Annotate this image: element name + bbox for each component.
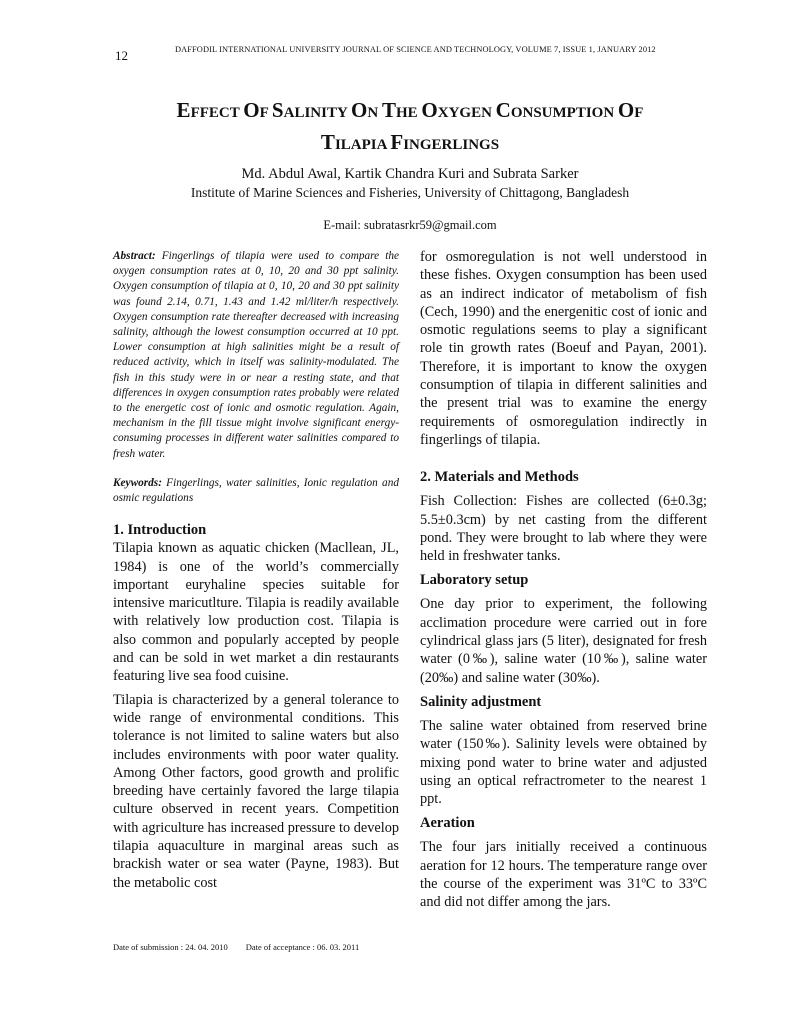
title-rest: INGERLINGS xyxy=(403,137,500,153)
abstract-label: Abstract: xyxy=(113,250,156,262)
right-column xyxy=(420,248,707,912)
aeration-heading: Aeration xyxy=(420,815,475,832)
laboratory-setup-heading: Laboratory setup xyxy=(420,572,529,589)
keywords xyxy=(113,476,399,506)
abstract-text: Fingerlings of tilapia were used to compare the oxygen consumption rates at 0, 10, 20 and 30 ppt salinity. Oxygen consumption of tilapia at 0, 10, 20 and 30 ppt salinity was found 2.14, 0.71, 1.43 and 1.42 ml/liter/h respectively. Oxygen consumption rate thereafter decreased with increasing salinity, although the lowest consumption occurred at 10 ppt. Lower consumption at high salinities might be a result of reduced activity, which in itself was salinity-modulated. The fish in this study were in or near a resting state, and that differences in oxygen consumption rates probably were related to the energetic cost of ionic and osmotic regulation. Again, mechanism in the fill tissue might involve significant energy-consuming processes in different water salinities compared to fresh water. xyxy=(113,250,399,460)
authors: Md. Abdul Awal, Kartik Chandra Kuri and Subrata Sarker xyxy=(241,166,579,182)
title-rest: F xyxy=(634,105,644,121)
title-rest: N xyxy=(367,105,382,121)
acceptance-date: Date of acceptance : 06. 03. 2011 xyxy=(245,942,360,952)
paper-title xyxy=(100,96,720,160)
title-cap: O xyxy=(421,98,438,122)
methods-heading: 2. Materials and Methods xyxy=(420,469,579,486)
journal-header: DAFFODIL INTERNATIONAL UNIVERSITY JOURNAL OF SCIENCE AND TECHNOLOGY, VOLUME 7, ISSUE 1, JANUARY 2012 xyxy=(175,45,656,54)
title-rest: XYGEN xyxy=(437,105,496,121)
title-cap: T xyxy=(381,98,396,122)
title-line-2 xyxy=(100,128,720,160)
title-cap: O xyxy=(351,98,368,122)
aeration-paragraph: The four jars initially received a continuous aeration for 12 hours. The temperature range over the course of the experiment was 31ºC to 33ºC and did not differ among the jars. xyxy=(420,839,707,911)
email: E-mail: subratasrkr59@gmail.com xyxy=(323,218,497,232)
title-cap: F xyxy=(390,130,404,154)
salinity-adjustment-heading: Salinity adjustment xyxy=(420,693,542,710)
page-number: 12 xyxy=(115,48,128,63)
laboratory-setup-paragraph: One day prior to experiment, the following acclimation procedure were carried out in fore cylindrical glass jars (5 liter), designated for fresh water (0‰), saline water (10‰), saline water (20‰) and saline water (30‰). xyxy=(420,596,707,686)
keywords-text: Fingerlings, water salinities, Ionic regulation and osmic regulations xyxy=(113,476,399,505)
footer-dates xyxy=(113,942,359,952)
title-rest: ALINITY xyxy=(283,105,351,121)
abstract xyxy=(113,249,399,462)
title-cap: S xyxy=(271,98,284,122)
left-column xyxy=(113,249,399,892)
title-cap: T xyxy=(320,130,335,154)
salinity-adjustment-paragraph: The saline water obtained from reserved brine water (150‰). Salinity levels were obtained by mixing pond water to brine water and adjusted using an optical refractrometer to the nearest 1 ppt. xyxy=(420,717,707,808)
title-rest: ILAPIA xyxy=(334,137,391,153)
title-line-1 xyxy=(100,96,720,128)
introduction-paragraph-1: Tilapia known as aquatic chicken (Macllean, JL, 1984) is one of the world’s commercially important euryhaline species suitable for intensive maricutlture. Tilapia is readily available with relatively low production cost. Tilapia is also common and popularly accepted by people and can be sold in wet market a din restaurants featuring live sea food cuisine. xyxy=(113,540,399,685)
title-cap: E xyxy=(176,98,191,122)
title-rest: ONSUMPTION xyxy=(510,105,618,121)
title-cap: C xyxy=(495,98,511,122)
affiliation: Institute of Marine Sciences and Fisheries, University of Chittagong, Bangladesh xyxy=(190,185,630,200)
submission-date: Date of submission : 24. 04. 2010 xyxy=(113,942,228,952)
title-rest: FFECT xyxy=(190,105,244,121)
fish-collection-paragraph: Fish Collection: Fishes are collected (6±0.3g; 5.5±0.3cm) by net casting from the different pond. They were brought to lab where they were held in freshwater tanks. xyxy=(420,493,707,565)
title-cap: O xyxy=(243,98,260,122)
title-cap: O xyxy=(617,98,635,122)
keywords-label: Keywords: xyxy=(113,476,162,489)
title-rest: F xyxy=(259,105,272,121)
introduction-paragraph-2: Tilapia is characterized by a general tolerance to wide range of environmental conditions. This tolerance is not limited to saline waters but also includes environments with poor water quality. Among Other factors, good growth and prolific breeding have certainly favored the large tilapia culture observed in recent years. Competition with agriculture has increased pressure to develop tilapia aquaculture in marginal areas such as brackish water or sea water (Payne, 1983). But the metabolic cost xyxy=(113,691,399,891)
introduction-paragraph-2-continued: for osmoregulation is not well understood in these fishes. Oxygen consumption has been used as an indirect indicator of metabolism of fish (Cech, 1990) and the energenitic cost of ionic and osmotic regulations seems to play a significant role tin growth rates (Boeuf and Payan, 2001). Therefore, it is important to know the oxygen consumption of tilapia in different salinities and the present trial was to examine the energy requirements of osmoregulation indirectly in fingerlings of tilapia. xyxy=(420,249,707,448)
introduction-heading: 1. Introduction xyxy=(113,522,207,539)
title-rest: HE xyxy=(395,105,422,121)
